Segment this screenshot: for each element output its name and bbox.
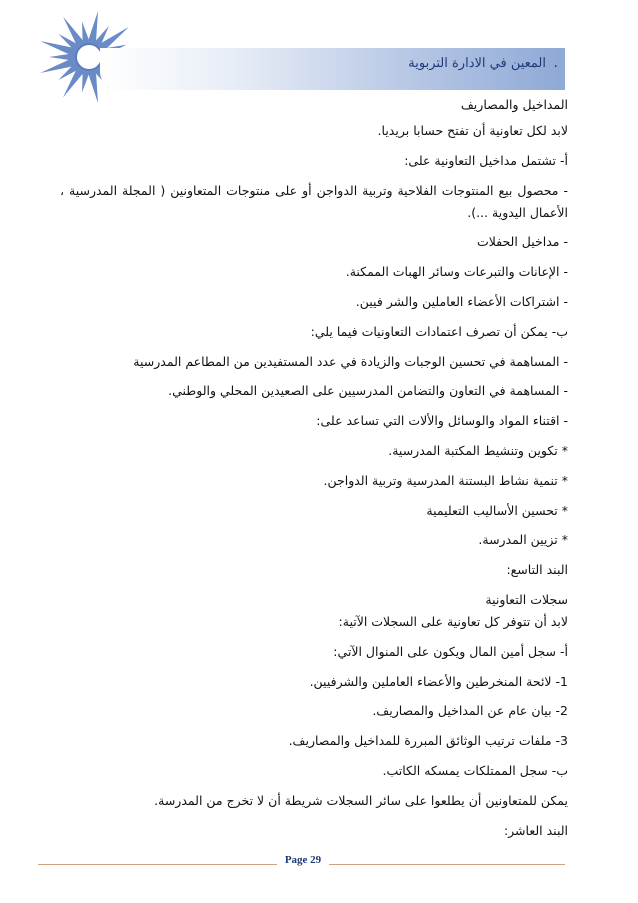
paragraph-postal-account: لابد لكل تعاونية أن تفتح حسابا بريديا. <box>377 123 568 138</box>
register-item-members: 1- لائحة المنخرطين والأعضاء العاملين والشرفيين. <box>309 673 568 689</box>
header-title: المعين في الادارة التربوية <box>408 56 546 71</box>
footer-line-left <box>38 864 277 865</box>
register-property: ب- سجل الممتلكات يمسكه الكاتب. <box>382 762 568 778</box>
bullet-library: * تكوين وتنشيط المكتبة المدرسية. <box>388 442 568 458</box>
list-item-meals: - المساهمة في تحسين الوجبات والزيادة في عدد المستفيدين من المطاعم المدرسية <box>133 353 568 369</box>
subheading-income: أ- تشتمل مداخيل التعاونية على: <box>404 152 568 168</box>
clause-nine-heading: البند التاسع: <box>506 562 568 578</box>
list-item-parties-income: - مداخيل الحفلات <box>476 234 568 250</box>
bullet-teaching-methods: * تحسين الأساليب التعليمية <box>426 502 568 518</box>
paragraph-required-registers: لابد أن تتوفر كل تعاونية على السجلات الآتية: <box>338 613 568 629</box>
list-item-subscriptions: - اشتراكات الأعضاء العاملين والشر فيين. <box>355 293 568 309</box>
subheading-spending: ب- يمكن أن تصرف اعتمادات التعاونيات فيما يلي: <box>310 323 568 339</box>
registers-heading: سجلات التعاونية <box>485 591 568 607</box>
page-number: Page 29 <box>284 854 322 866</box>
register-item-statement: 2- بيان عام عن المداخيل والمصاريف. <box>372 703 568 719</box>
register-item-files: 3- ملفات ترتيب الوثائق المبررة للمداخيل والمصاريف. <box>288 733 568 749</box>
list-item-solidarity: - المساهمة في التعاون والتضامن المدرسيين على الصعيدين المحلي والوطني. <box>168 383 568 399</box>
clause-ten-heading: البند العاشر: <box>503 822 568 838</box>
document-body <box>60 94 568 842</box>
footer-line-right <box>329 864 565 865</box>
bullet-decorate-school: * تزيين المدرسة. <box>478 532 568 548</box>
section-heading-income-expenses: المداخيل والمصاريف <box>460 97 568 112</box>
bullet-gardening: * تنمية نشاط البستنة المدرسية وتربية الدواجن. <box>323 472 568 488</box>
header-dot: . <box>553 55 558 71</box>
list-item-donations: - الإعانات والتبرعات وسائر الهبات الممكنة. <box>345 264 568 280</box>
list-item-sales-income: - محصول بيع المنتوجات الفلاحية وتربية الدواجن أو على منتوجات المتعاونين ( المجلة المدرسية ، الأعمال اليدوية ...). <box>60 182 568 220</box>
list-item-materials: - اقتناء المواد والوسائل والألات التي تساعد على: <box>316 413 568 429</box>
register-treasurer: أ- سجل أمين المال ويكون على المنوال الآتي: <box>333 643 568 659</box>
paragraph-access-registers: يمكن للمتعاونين أن يطلعوا على سائر السجلات شريطة أن لا تخرج من المدرسة. <box>154 792 568 808</box>
